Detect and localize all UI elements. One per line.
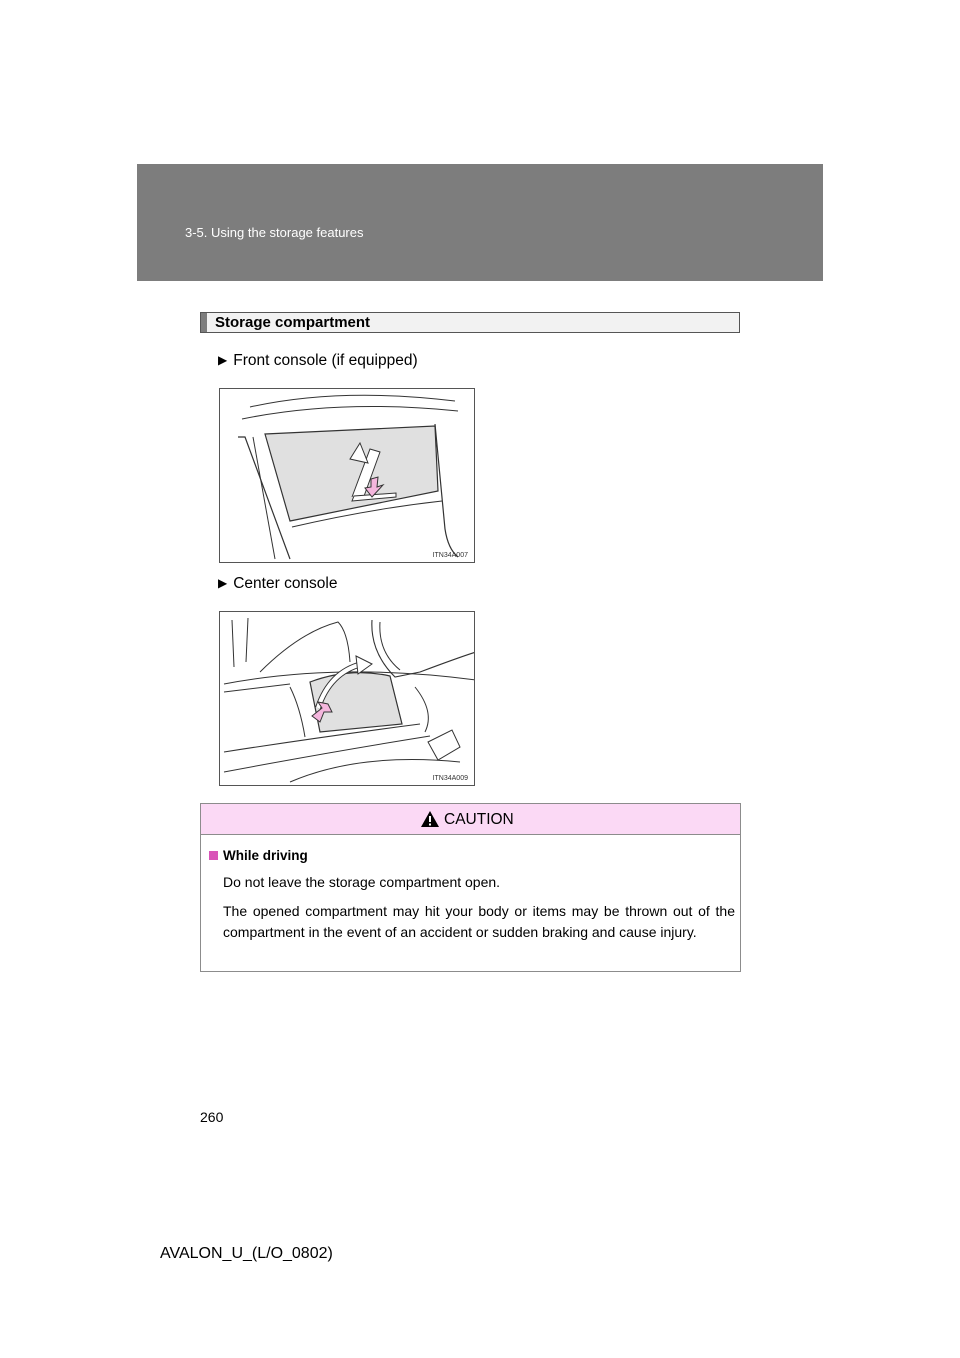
caution-title: CAUTION [444, 811, 514, 828]
caution-paragraph: Do not leave the storage compartment open. [223, 874, 501, 890]
center-console-illustration [219, 611, 475, 786]
footer-code: AVALON_U_(L/O_0802) [160, 1245, 333, 1262]
figure-code: ITN34A007 [432, 552, 468, 559]
section-title [200, 312, 740, 333]
caution-header [201, 804, 740, 835]
section-title-text: Storage compartment [215, 314, 371, 331]
warning-triangle-icon [420, 810, 440, 833]
figure-code: ITN34A009 [432, 775, 468, 782]
item-center-console [218, 575, 338, 593]
caution-box [200, 803, 741, 972]
section-header: 3-5. Using the storage features [185, 225, 364, 240]
triangle-bullet-icon: ▶ [218, 576, 228, 590]
front-console-illustration [219, 388, 475, 563]
item-front-console [218, 352, 418, 370]
caution-subtitle [209, 848, 308, 863]
triangle-bullet-icon: ▶ [218, 353, 228, 367]
item-label: Front console (if equipped) [233, 352, 418, 369]
page-number: 260 [200, 1109, 224, 1125]
header-band [137, 164, 823, 281]
caution-subtitle-text: While driving [223, 848, 308, 863]
caution-paragraph: The opened compartment may hit your body or items may be thrown out of the compartment in the event of an accident or sudden braking and cause injury. [223, 903, 735, 940]
item-label: Center console [233, 575, 338, 592]
square-bullet-icon [209, 851, 218, 860]
section-title-bar [201, 313, 207, 332]
